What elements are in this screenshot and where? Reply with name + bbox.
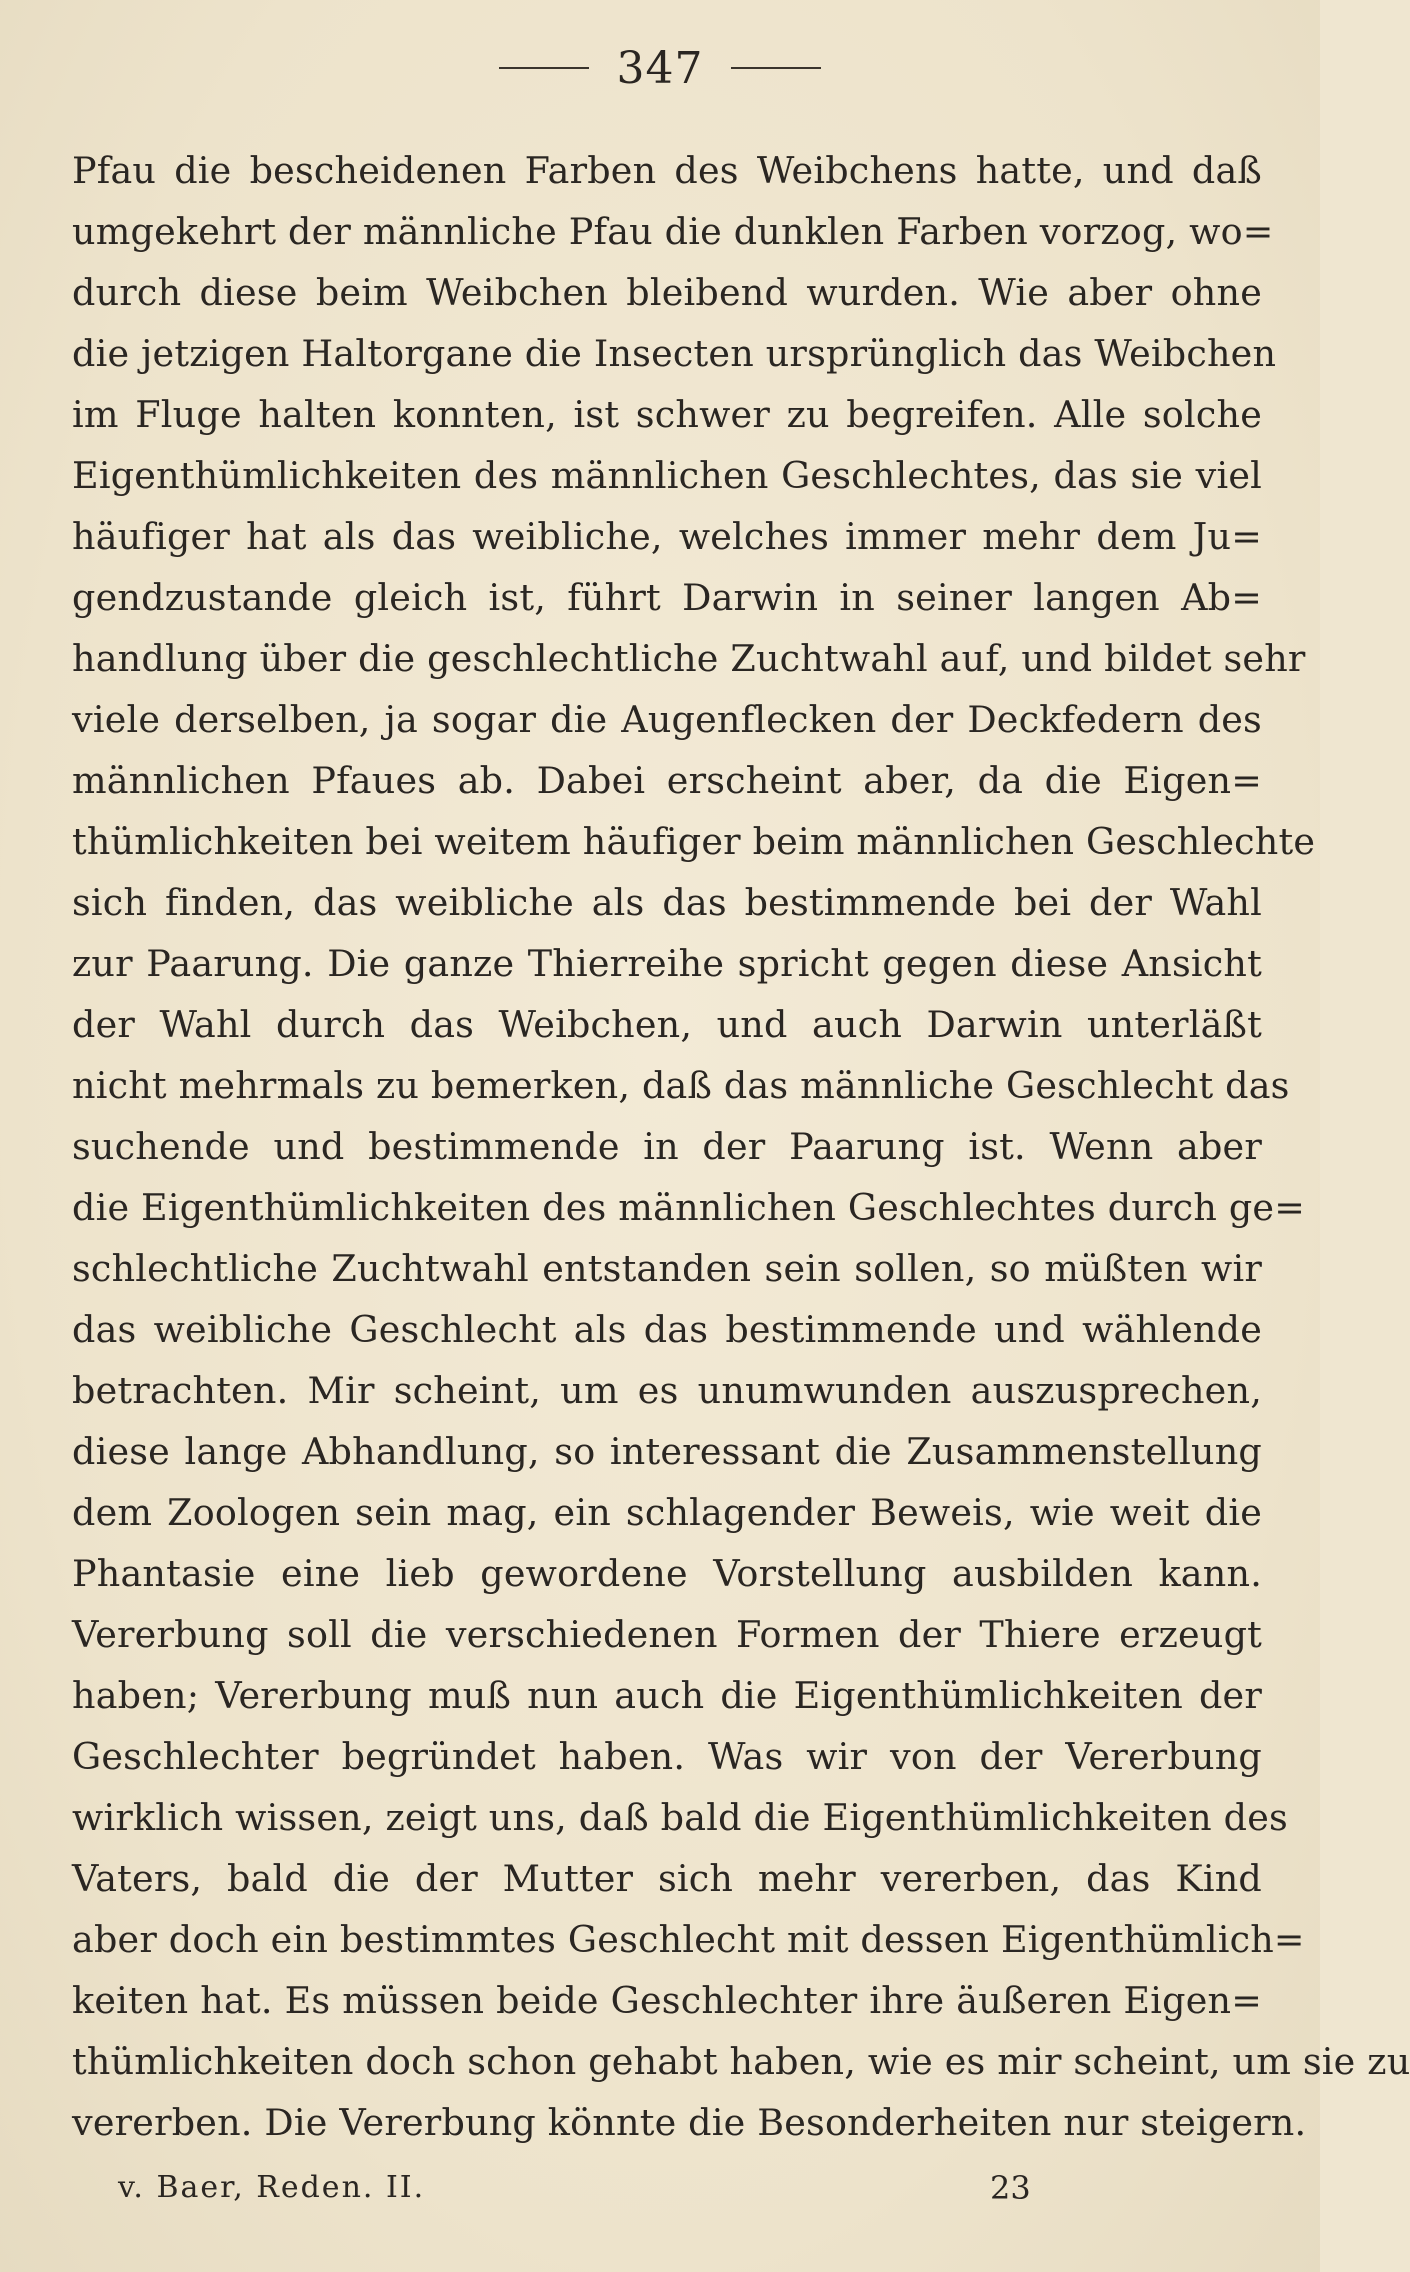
text-line: dem Zoologen sein mag, ein schlagender Beweis, wie weit die <box>72 1491 1262 1534</box>
text-line: durch diese beim Weibchen bleibend wurden. Wie aber ohne <box>72 271 1262 314</box>
text-line: sich finden, das weibliche als das bestimmende bei der Wahl <box>72 881 1262 924</box>
text-line: die jetzigen Haltorgane die Insecten ursprünglich das Weibchen <box>72 332 1277 375</box>
sheet-number: 23 <box>990 2169 1031 2207</box>
text-line: Pfau die bescheidenen Farben des Weibchens hatte, und daß <box>72 149 1262 192</box>
header-rule-right <box>731 67 821 69</box>
text-line: wirklich wissen, zeigt uns, daß bald die Eigenthümlichkeiten des <box>72 1796 1288 1839</box>
text-line: suchende und bestimmende in der Paarung ist. Wenn aber <box>72 1125 1262 1168</box>
text-line: handlung über die geschlechtliche Zuchtwahl auf, und bildet sehr <box>72 637 1306 680</box>
text-line: thümlichkeiten bei weitem häufiger beim männlichen Geschlechte <box>72 820 1316 863</box>
text-line: die Eigenthümlichkeiten des männlichen Geschlechtes durch ge= <box>72 1186 1305 1229</box>
text-line: zur Paarung. Die ganze Thierreihe spricht gegen diese Ansicht <box>72 942 1262 985</box>
text-line: Vaters, bald die der Mutter sich mehr vererben, das Kind <box>72 1857 1262 1900</box>
text-line: Vererbung soll die verschiedenen Formen der Thiere erzeugt <box>72 1613 1262 1656</box>
text-line: viele derselben, ja sogar die Augenflecken der Deckfedern des <box>72 698 1262 741</box>
text-line: der Wahl durch das Weibchen, und auch Darwin unterläßt <box>72 1003 1262 1046</box>
header-rule-left <box>499 67 589 69</box>
text-line: männlichen Pfaues ab. Dabei erscheint aber, da die Eigen= <box>72 759 1262 802</box>
text-line: häufiger hat als das weibliche, welches immer mehr dem Ju= <box>72 515 1262 558</box>
text-line: Geschlechter begründet haben. Was wir von der Vererbung <box>72 1735 1262 1778</box>
text-line: keiten hat. Es müssen beide Geschlechter ihre äußeren Eigen= <box>72 1979 1262 2022</box>
text-line: Eigenthümlichkeiten des männlichen Geschlechtes, das sie viel <box>72 454 1262 497</box>
page-number: 347 <box>616 42 704 94</box>
text-line: im Fluge halten konnten, ist schwer zu begreifen. Alle solche <box>72 393 1262 436</box>
text-line: haben; Vererbung muß nun auch die Eigenthümlichkeiten der <box>72 1674 1262 1717</box>
text-line: thümlichkeiten doch schon gehabt haben, wie es mir scheint, um sie zu <box>72 2040 1410 2083</box>
text-line: gendzustande gleich ist, führt Darwin in seiner langen Ab= <box>72 576 1262 619</box>
page-footer <box>0 2163 1320 2213</box>
text-line: Phantasie eine lieb gewordene Vorstellung ausbilden kann. <box>72 1552 1262 1595</box>
text-line: vererben. Die Vererbung könnte die Besonderheiten nur steigern. <box>72 2101 1307 2144</box>
text-line: schlechtliche Zuchtwahl entstanden sein sollen, so müßten wir <box>72 1247 1262 1290</box>
page-header <box>0 38 1320 98</box>
body-text <box>72 140 1410 2153</box>
text-line: betrachten. Mir scheint, um es unumwunden auszusprechen, <box>72 1369 1262 1412</box>
text-line: diese lange Abhandlung, so interessant die Zusammenstellung <box>72 1430 1262 1473</box>
signature-mark: v. Baer, Reden. II. <box>118 2170 426 2205</box>
text-line: das weibliche Geschlecht als das bestimmende und wählende <box>72 1308 1262 1351</box>
text-line: nicht mehrmals zu bemerken, daß das männliche Geschlecht das <box>72 1064 1290 1107</box>
text-line: aber doch ein bestimmtes Geschlecht mit dessen Eigenthümlich= <box>72 1918 1305 1961</box>
text-line: umgekehrt der männliche Pfau die dunklen Farben vorzog, wo= <box>72 210 1274 253</box>
